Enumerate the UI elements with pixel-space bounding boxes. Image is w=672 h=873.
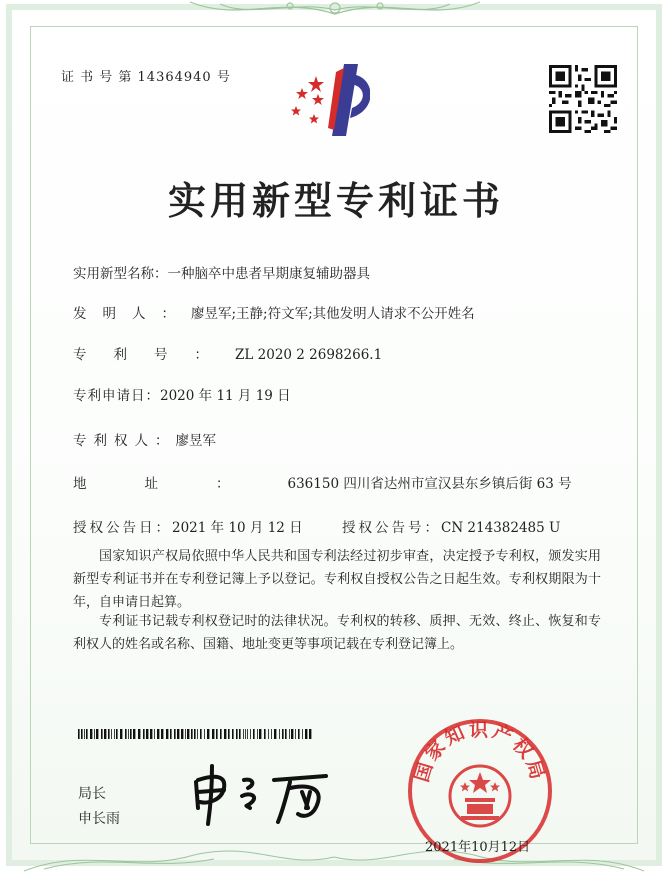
grant-date-row	[73, 516, 303, 536]
field-label: 发明人：	[73, 306, 191, 322]
patentee-row	[73, 429, 216, 449]
field-value: 廖昱军;王静;符文军;其他发明人请求不公开姓名	[191, 306, 475, 322]
field-value: 2020 年 11 月 19 日	[160, 388, 291, 404]
cnipa-logo-icon	[284, 58, 370, 142]
field-label: 地址：	[73, 476, 288, 492]
qr-code-icon	[549, 65, 617, 133]
field-label: 专利权人：	[73, 433, 176, 449]
director-title: 局长	[78, 786, 106, 802]
barcode-icon	[78, 729, 312, 739]
filing-date-row	[73, 384, 291, 404]
certificate-title: 实用新型专利证书	[167, 178, 504, 223]
utility-model-name-row	[73, 262, 370, 282]
field-label: 授权公告号：	[342, 520, 441, 536]
grant-number-row	[342, 516, 560, 536]
statement-paragraph-1: 国家知识产权局依照中华人民共和国专利法经过初步审查，决定授予专利权，颁发实用新型专利证书并在专利登记簿上予以登记。专利权自授权公告之日起生效。专利权期限为十年，自申请日起算。	[73, 549, 601, 610]
field-value: 636150 四川省达州市宣汉县东乡镇后街 63 号	[287, 476, 572, 492]
field-value: 一种脑卒中患者早期康复辅助器具	[167, 266, 370, 282]
patent-number-row	[73, 343, 382, 363]
field-value: 廖昱军	[175, 433, 216, 449]
address-row	[73, 472, 572, 492]
seal-date: 2021年10月12日	[425, 840, 531, 855]
certificate-number: 证 书 号 第 14364940 号	[61, 70, 231, 85]
field-label: 实用新型名称：	[73, 266, 168, 282]
field-value: CN 214382485 U	[441, 520, 561, 536]
inventor-row	[73, 302, 475, 322]
field-label: 专利申请日：	[73, 388, 160, 404]
field-value: 2021 年 10 月 12 日	[172, 520, 303, 536]
seal-text: 国家知识产权局	[410, 718, 550, 785]
top-ornament	[180, 0, 490, 20]
statement-paragraph-2: 专利证书记载专利权登记时的法律状况。专利权的转移、质押、无效、终止、恢复和专利权人的姓名或名称、国籍、地址变更等事项记载在专利登记簿上。	[73, 614, 601, 652]
director-signature	[186, 758, 346, 830]
field-value: ZL 2020 2 2698266.1	[235, 347, 383, 363]
director-name: 申长雨	[78, 811, 120, 827]
field-label: 授权公告日：	[73, 520, 172, 536]
field-label: 专利号：	[73, 347, 235, 363]
